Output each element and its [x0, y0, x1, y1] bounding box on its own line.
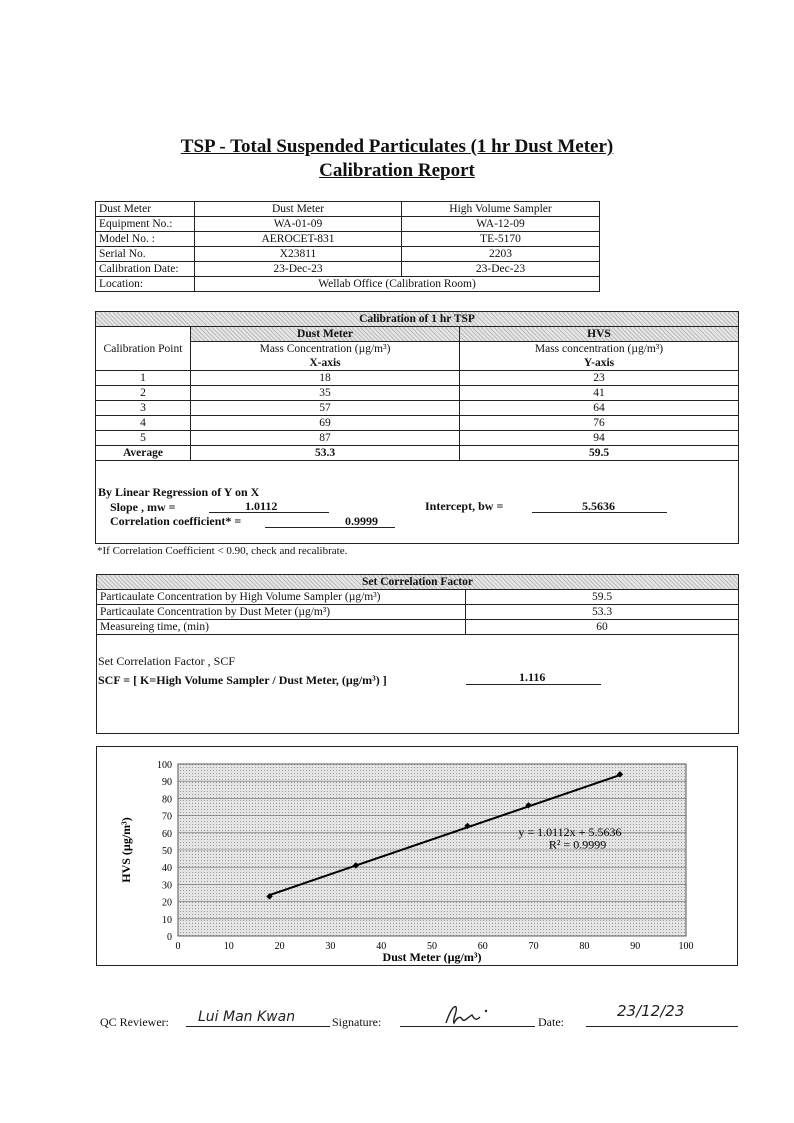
x-tick-label: 40	[376, 941, 387, 952]
scf-table	[96, 574, 739, 635]
scf-label: Set Correlation Factor , SCF	[98, 654, 235, 668]
cell: WA-01-09	[195, 217, 402, 232]
footnote: *If Correlation Coefficient < 0.90, check and recalibrate.	[97, 545, 348, 557]
dust-meter-header: Dust Meter	[191, 327, 460, 342]
correlation-underline	[265, 527, 395, 528]
cell: 69	[191, 416, 460, 431]
equipment-table	[95, 201, 600, 292]
scf-formula: SCF = [ K=High Volume Sampler / Dust Meter, (µg/m³) ]	[98, 673, 387, 687]
cell: 59.5	[466, 590, 739, 605]
y-tick-label: 20	[162, 897, 172, 909]
cell: TE-5170	[402, 232, 600, 247]
average-x: 53.3	[191, 446, 460, 461]
x-tick-label: 100	[678, 941, 694, 952]
table-row	[97, 605, 739, 620]
hvs-unit: Mass concentration (µg/m³)	[460, 342, 739, 357]
cell: WA-12-09	[402, 217, 600, 232]
cell: 35	[191, 386, 460, 401]
cell: 57	[191, 401, 460, 416]
reviewer-underline	[186, 1026, 330, 1027]
table-row	[97, 620, 739, 635]
y-tick-label: 40	[162, 863, 172, 875]
scf-underline	[466, 684, 601, 685]
x-axis-label: X-axis	[191, 356, 460, 371]
cell: 1	[96, 371, 191, 386]
cell: AEROCET-831	[195, 232, 402, 247]
cell: 87	[191, 431, 460, 446]
table-row	[97, 590, 739, 605]
table-row	[96, 247, 600, 262]
cell: Wellab Office (Calibration Room)	[195, 277, 600, 292]
average-y: 59.5	[460, 446, 739, 461]
date-value: 23/12/23	[617, 1002, 685, 1020]
row-label: Calibration Date:	[96, 262, 195, 277]
y-tick-label: 60	[162, 828, 172, 840]
x-tick-label: 60	[477, 941, 488, 952]
table-row	[96, 431, 739, 446]
intercept-label: Intercept, bw =	[425, 499, 504, 513]
x-tick-label: 80	[579, 941, 590, 952]
calibration-point-header: Calibration Point	[96, 327, 191, 371]
table-row	[96, 386, 739, 401]
cell: 53.3	[466, 605, 739, 620]
cell: 64	[460, 401, 739, 416]
date-underline	[586, 1026, 738, 1027]
title-line2: Calibration Report	[319, 160, 475, 181]
reviewer-label: QC Reviewer:	[100, 1015, 169, 1029]
title-line1: TSP - Total Suspended Particulates (1 hr Dust Meter)	[180, 136, 614, 157]
x-tick-label: 70	[528, 941, 539, 952]
cell: 41	[460, 386, 739, 401]
cell: 18	[191, 371, 460, 386]
table-row	[96, 202, 600, 217]
y-tick-label: 70	[162, 811, 172, 823]
scf-title: Set Correlation Factor	[97, 575, 739, 590]
table-row	[96, 277, 600, 292]
r2-label: R² = 0.9999	[548, 837, 607, 852]
hvs-header: HVS	[460, 327, 739, 342]
header-cell: High Volume Sampler	[402, 202, 600, 217]
cell: 2	[96, 386, 191, 401]
x-tick-label: 50	[427, 941, 437, 952]
x-tick-label: 30	[325, 941, 336, 952]
intercept-underline	[532, 512, 667, 513]
y-tick-label: 0	[167, 932, 172, 943]
row-label: Equipment No.:	[96, 217, 195, 232]
x-axis-title: Dust Meter (µg/m³)	[382, 950, 482, 964]
cell: 23	[460, 371, 739, 386]
average-label: Average	[96, 446, 191, 461]
cell: 5	[96, 431, 191, 446]
cell: 4	[96, 416, 191, 431]
table-row	[96, 262, 600, 277]
cell: 94	[460, 431, 739, 446]
row-label: Particaulate Concentration by Dust Meter (µg/m³)	[97, 605, 466, 620]
slope-underline	[209, 512, 329, 513]
cell: 23-Dec-23	[402, 262, 600, 277]
row-label: Measureing time, (min)	[97, 620, 466, 635]
table-row	[96, 232, 600, 247]
date-label: Date:	[538, 1015, 564, 1029]
y-tick-label: 100	[157, 760, 172, 771]
cell: 23-Dec-23	[195, 262, 402, 277]
y-axis-title: HVS (µg/m³)	[119, 817, 133, 883]
calibration-title: Calibration of 1 hr TSP	[96, 312, 739, 327]
row-label: Location:	[96, 277, 195, 292]
cell: 60	[466, 620, 739, 635]
cell: 76	[460, 416, 739, 431]
y-tick-label: 10	[162, 914, 172, 926]
slope-value: 1.0112	[245, 499, 278, 513]
correlation-value: 0.9999	[345, 514, 378, 528]
y-tick-label: 90	[162, 777, 172, 789]
dust-unit: Mass Concentration (µg/m³)	[191, 342, 460, 357]
signature-image	[440, 1003, 500, 1027]
signature-label: Signature:	[332, 1015, 382, 1029]
header-cell: Dust Meter	[96, 202, 195, 217]
correlation-label: Correlation coefficient* =	[110, 514, 242, 528]
row-label: Particaulate Concentration by High Volume Sampler (µg/m³)	[97, 590, 466, 605]
signature-underline	[400, 1026, 535, 1027]
cell: 3	[96, 401, 191, 416]
table-row	[96, 217, 600, 232]
header-cell: Dust Meter	[195, 202, 402, 217]
intercept-value: 5.5636	[582, 499, 615, 513]
row-label: Serial No.	[96, 247, 195, 262]
slope-label: Slope , mw =	[110, 500, 176, 514]
calibration-table	[95, 311, 739, 461]
calibration-chart	[96, 746, 738, 966]
table-row	[96, 446, 739, 461]
x-tick-label: 90	[630, 941, 641, 952]
cell: 2203	[402, 247, 600, 262]
x-tick-label: 20	[274, 941, 285, 952]
regression-title: By Linear Regression of Y on X	[98, 485, 260, 499]
cell: X23811	[195, 247, 402, 262]
y-tick-label: 30	[162, 880, 172, 892]
row-label: Model No. :	[96, 232, 195, 247]
reviewer-name: Lui Man Kwan	[198, 1009, 296, 1025]
y-axis-label: Y-axis	[460, 356, 739, 371]
table-row	[96, 416, 739, 431]
y-tick-label: 50	[162, 846, 172, 857]
table-row	[96, 371, 739, 386]
scf-value: 1.116	[519, 670, 546, 684]
table-row	[96, 401, 739, 416]
equation-label: y = 1.0112x + 5.5636	[518, 825, 622, 840]
x-tick-label: 0	[175, 941, 181, 952]
x-tick-label: 10	[223, 941, 234, 952]
y-tick-label: 80	[162, 794, 172, 806]
